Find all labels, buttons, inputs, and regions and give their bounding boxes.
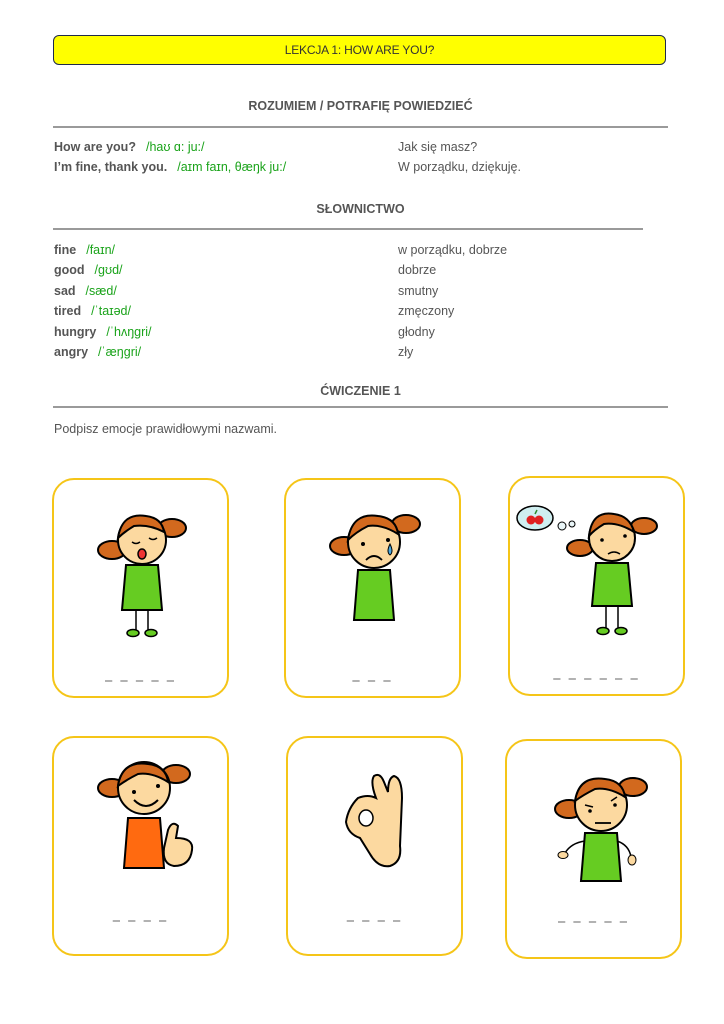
answer-blanks[interactable]: _ _ _ _ bbox=[112, 906, 169, 922]
vocab-ipa: /sæd/ bbox=[85, 284, 117, 298]
phrase-polish: Jak się masz? bbox=[398, 140, 478, 154]
divider bbox=[53, 126, 668, 128]
hungry-girl-illustration bbox=[510, 478, 687, 658]
vocab-polish: zmęczony bbox=[398, 304, 455, 318]
vocab-polish: dobrze bbox=[398, 263, 437, 277]
vocab-english: angry bbox=[54, 345, 89, 359]
angry-girl-illustration bbox=[507, 741, 684, 921]
lesson-title-box bbox=[53, 35, 666, 65]
section-heading-vocabulary: SŁOWNICTWO bbox=[316, 202, 405, 216]
divider bbox=[53, 228, 643, 230]
vocab-english: hungry bbox=[54, 325, 97, 339]
exercise-card-hungry bbox=[508, 476, 685, 696]
vocab-row bbox=[54, 262, 123, 278]
vocab-polish: zły bbox=[398, 345, 414, 359]
vocab-polish: smutny bbox=[398, 284, 439, 298]
phrase-english: I’m fine, thank you. bbox=[54, 160, 168, 174]
phrase-polish: W porządku, dziękuję. bbox=[398, 160, 521, 174]
divider bbox=[53, 406, 668, 408]
answer-blanks[interactable]: _ _ _ _ _ _ bbox=[553, 664, 640, 680]
vocab-english: fine bbox=[54, 243, 77, 257]
exercise-card-tired bbox=[52, 478, 229, 698]
vocab-polish: w porządku, dobrze bbox=[398, 243, 508, 257]
phrase-ipa: /aɪm faɪn, θæŋk ju:/ bbox=[177, 160, 287, 174]
vocab-ipa: /ˈæŋgri/ bbox=[98, 345, 142, 359]
answer-blanks[interactable]: _ _ _ _ _ bbox=[558, 907, 629, 923]
section-heading-phrases: ROZUMIEM / POTRAFIĘ POWIEDZIEĆ bbox=[248, 99, 473, 113]
vocab-polish: głodny bbox=[398, 325, 435, 339]
lesson-title: LEKCJA 1: HOW ARE YOU? bbox=[284, 43, 435, 57]
section-heading-exercise: ĆWICZENIE 1 bbox=[320, 384, 401, 398]
phrase-row bbox=[54, 159, 286, 175]
vocab-english: sad bbox=[54, 284, 76, 298]
sad-girl-illustration bbox=[286, 480, 463, 660]
vocab-row bbox=[54, 324, 152, 340]
ok-hand-illustration bbox=[288, 738, 465, 918]
vocab-row bbox=[54, 242, 115, 258]
vocab-ipa: /ˈhʌŋgri/ bbox=[106, 325, 152, 339]
exercise-card-sad bbox=[284, 478, 461, 698]
phrase-ipa: /haʊ ɑ: ju:/ bbox=[145, 140, 205, 154]
answer-blanks[interactable]: _ _ _ bbox=[352, 666, 393, 682]
vocab-english: good bbox=[54, 263, 85, 277]
good-girl-thumbs-up-illustration bbox=[54, 738, 231, 918]
vocab-row bbox=[54, 283, 117, 299]
phrase-english: How are you? bbox=[54, 140, 136, 154]
vocab-row bbox=[54, 344, 141, 360]
exercise-card-good bbox=[52, 736, 229, 956]
answer-blanks[interactable]: _ _ _ _ _ bbox=[105, 666, 176, 682]
phrase-row bbox=[54, 139, 205, 155]
exercise-instruction: Podpisz emocje prawidłowymi nazwami. bbox=[54, 422, 277, 436]
vocab-ipa: /faɪn/ bbox=[86, 243, 116, 257]
answer-blanks[interactable]: _ _ _ _ bbox=[346, 906, 403, 922]
exercise-card-fine bbox=[286, 736, 463, 956]
vocab-english: tired bbox=[54, 304, 82, 318]
exercise-card-angry bbox=[505, 739, 682, 959]
tired-girl-illustration bbox=[54, 480, 231, 660]
vocab-ipa: /gʊd/ bbox=[94, 263, 123, 277]
vocab-ipa: /ˈtaɪəd/ bbox=[91, 304, 131, 318]
vocab-row bbox=[54, 303, 131, 319]
